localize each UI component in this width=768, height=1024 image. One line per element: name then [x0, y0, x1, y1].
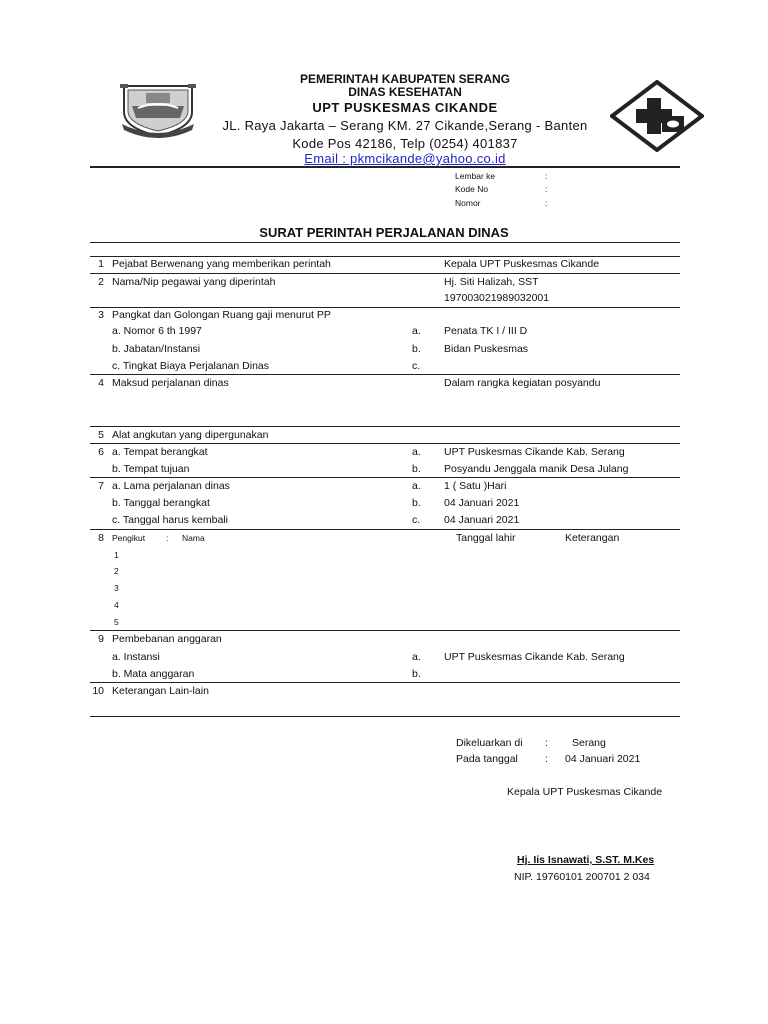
- signer-name: Hj. Iis Isnawati, S.ST. M.Kes: [517, 854, 655, 866]
- row-sublabel: a. Lama perjalanan dinas: [112, 480, 230, 492]
- row-value: Dalam rangka kegiatan posyandu: [444, 377, 601, 389]
- regency-emblem-logo: [118, 78, 198, 140]
- row-number: 9: [98, 633, 104, 645]
- header-department: DINAS KESEHATAN: [348, 85, 462, 99]
- employee-name: Hj. Siti Halizah, SST: [444, 276, 539, 288]
- row-number: 3: [98, 309, 104, 321]
- header-email-link[interactable]: Email : pkmcikande@yahoo.co.id: [304, 151, 506, 166]
- pengikut-item: 4: [114, 600, 119, 610]
- row-mark: b.: [412, 343, 421, 355]
- header-contact: Kode Pos 42186, Telp (0254) 401837: [292, 136, 518, 151]
- meta-kode-label: Kode No: [455, 184, 489, 194]
- row-value: Bidan Puskesmas: [444, 343, 529, 355]
- issued-at-sep: :: [545, 737, 548, 749]
- row-label: Pembebanan anggaran: [112, 633, 222, 645]
- signer-position: Kepala UPT Puskesmas Cikande: [507, 786, 663, 798]
- signer-nip: NIP. 19760101 200701 2 034: [514, 871, 650, 883]
- table-line: [90, 273, 680, 274]
- issued-date-sep: :: [545, 753, 548, 765]
- pengikut-item: 2: [114, 566, 119, 576]
- row-mark: c.: [412, 360, 421, 372]
- table-line: [90, 477, 680, 478]
- row-label: Pejabat Berwenang yang memberikan perintah: [112, 258, 331, 270]
- table-line: [90, 256, 680, 257]
- row-mark: b.: [412, 497, 421, 509]
- row-mark: c.: [412, 514, 421, 526]
- row-sublabel: b. Tempat tujuan: [112, 463, 190, 475]
- row-label: Alat angkutan yang dipergunakan: [112, 429, 269, 441]
- pengikut-label: Pengikut: [112, 533, 146, 543]
- table-line: [90, 682, 680, 683]
- table-line: [90, 529, 680, 530]
- table-line: [90, 307, 680, 308]
- row-sublabel: a. Instansi: [112, 651, 160, 663]
- puskesmas-logo: [610, 80, 704, 152]
- row-number: 2: [98, 276, 104, 288]
- meta-kode-sep: :: [545, 184, 548, 194]
- row-value: Kepala UPT Puskesmas Cikande: [444, 258, 600, 270]
- meta-lembar-label: Lembar ke: [455, 171, 496, 181]
- row-sublabel: c. Tanggal harus kembali: [112, 514, 228, 526]
- row-number: 10: [92, 685, 104, 697]
- row-mark: a.: [412, 480, 421, 492]
- row-number: 1: [98, 258, 104, 270]
- row-value: UPT Puskesmas Cikande Kab. Serang: [444, 446, 625, 458]
- issued-date-value: 04 Januari 2021: [565, 753, 641, 765]
- table-line: [90, 443, 680, 444]
- table-line: [90, 716, 680, 717]
- row-number: 5: [98, 429, 104, 441]
- row-sublabel: a. Tempat berangkat: [112, 446, 208, 458]
- row-sublabel: b. Jabatan/Instansi: [112, 343, 201, 355]
- table-line: [90, 242, 680, 243]
- table-line: [90, 426, 680, 427]
- employee-nip: 197003021989032001: [444, 292, 550, 304]
- row-mark: a.: [412, 446, 421, 458]
- header-institution: UPT PUSKESMAS CIKANDE: [312, 100, 498, 115]
- row-sublabel: a. Nomor 6 th 1997: [112, 325, 202, 337]
- pengikut-item: 3: [114, 583, 119, 593]
- header-government: PEMERINTAH KABUPATEN SERANG: [299, 72, 510, 86]
- row-number: 8: [98, 532, 104, 544]
- table-line: [90, 374, 680, 375]
- pengikut-name-header: Nama: [182, 533, 205, 543]
- row-number: 6: [98, 446, 104, 458]
- pengikut-item: 5: [114, 617, 119, 627]
- row-value: Penata TK I / III D: [444, 325, 528, 337]
- issued-at-label: Dikeluarkan di: [456, 737, 523, 749]
- row-sublabel: b. Mata anggaran: [112, 668, 195, 680]
- row-label: Keterangan Lain-lain: [112, 685, 209, 697]
- issued-date-label: Pada tanggal: [456, 753, 518, 765]
- header-address: JL. Raya Jakarta – Serang KM. 27 Cikande,Serang - Banten: [222, 118, 588, 133]
- row-mark: a.: [412, 651, 421, 663]
- row-mark: b.: [412, 668, 421, 680]
- row-value: 1 ( Satu )Hari: [444, 480, 507, 492]
- row-value: Posyandu Jenggala manik Desa Julang: [444, 463, 629, 475]
- meta-lembar-sep: :: [545, 171, 548, 181]
- row-sublabel: b. Tanggal berangkat: [112, 497, 210, 509]
- row-label: Nama/Nip pegawai yang diperintah: [112, 276, 276, 288]
- row-value: UPT Puskesmas Cikande Kab. Serang: [444, 651, 625, 663]
- table-line: [90, 630, 680, 631]
- pengikut-note-header: Keterangan: [565, 532, 620, 544]
- meta-nomor-sep: :: [545, 198, 548, 208]
- row-value: 04 Januari 2021: [444, 497, 520, 509]
- document-title: SURAT PERINTAH PERJALANAN DINAS: [259, 225, 509, 240]
- row-sublabel: c. Tingkat Biaya Perjalanan Dinas: [112, 360, 270, 372]
- header-divider: [90, 166, 680, 168]
- row-mark: a.: [412, 325, 421, 337]
- row-number: 4: [98, 377, 104, 389]
- pengikut-birthdate-header: Tanggal lahir: [456, 532, 516, 544]
- row-label: Pangkat dan Golongan Ruang gaji menurut PP: [112, 309, 331, 321]
- row-number: 7: [98, 480, 104, 492]
- row-value: 04 Januari 2021: [444, 514, 520, 526]
- issued-at-value: Serang: [572, 737, 606, 749]
- pengikut-item: 1: [114, 550, 119, 560]
- meta-nomor-label: Nomor: [455, 198, 481, 208]
- row-label: Maksud perjalanan dinas: [112, 377, 229, 389]
- row-mark: b.: [412, 463, 421, 475]
- pengikut-sep: :: [166, 533, 169, 543]
